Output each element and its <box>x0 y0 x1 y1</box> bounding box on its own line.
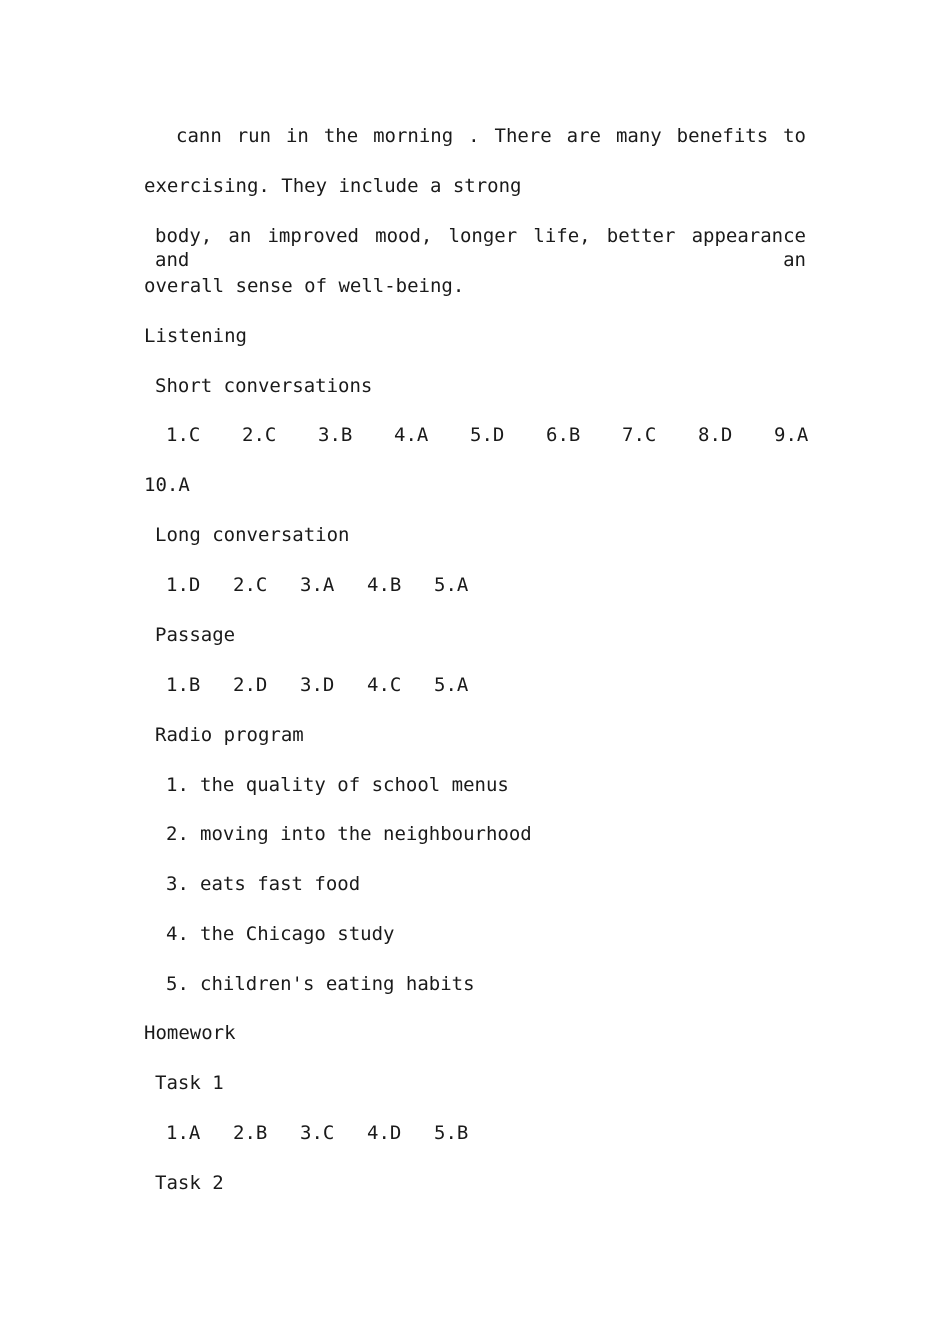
item-text: children's eating habits <box>200 973 475 995</box>
item-number: 1. <box>166 774 189 796</box>
radio-program-heading: Radio program <box>155 724 304 746</box>
answer-item: 6.B <box>546 424 581 446</box>
intro-line-3: body, an improved mood, longer life, better appearance and an <box>155 225 806 271</box>
task-1-answers <box>166 1121 501 1145</box>
answer-item: 9.A <box>774 424 809 446</box>
answer-item: 3.B <box>318 424 353 446</box>
passage-heading: Passage <box>155 624 236 646</box>
long-conversation-answers <box>166 573 501 597</box>
item-number: 5. <box>166 973 189 995</box>
listening-heading: Listening <box>144 325 247 347</box>
long-conversation-heading: Long conversation <box>155 524 350 546</box>
passage-answers <box>166 673 501 697</box>
answer-item: 5.D <box>470 424 505 446</box>
answer-item: 2.C <box>233 574 268 596</box>
answer-item: 4.B <box>367 574 402 596</box>
short-conversations-answers <box>166 423 808 447</box>
answer-item: 4.D <box>367 1122 402 1144</box>
intro-line-2: exercising. They include a strong <box>144 175 522 197</box>
item-number: 4. <box>166 923 189 945</box>
answer-item: 5.A <box>434 574 469 596</box>
answer-item: 3.A <box>300 574 335 596</box>
task-1-heading: Task 1 <box>155 1072 224 1094</box>
short-conversations-answer-10: 10.A <box>144 474 190 496</box>
answer-item: 1.D <box>166 574 201 596</box>
radio-program-item <box>166 972 475 996</box>
intro-line-4: overall sense of well-being. <box>144 275 465 297</box>
answer-item: 7.C <box>622 424 657 446</box>
answer-item: 2.C <box>242 424 277 446</box>
answer-item: 4.A <box>394 424 429 446</box>
answer-item: 1.A <box>166 1122 201 1144</box>
homework-heading: Homework <box>144 1022 236 1044</box>
radio-program-item <box>166 822 532 846</box>
answer-item: 2.B <box>233 1122 268 1144</box>
item-text: eats fast food <box>200 873 361 895</box>
answer-item: 1.B <box>166 674 201 696</box>
answer-item: 5.A <box>434 674 469 696</box>
intro-line-1: cann run in the morning . There are many benefits to <box>176 125 806 147</box>
answer-item: 3.C <box>300 1122 335 1144</box>
item-text: the Chicago study <box>200 923 395 945</box>
radio-program-item <box>166 922 394 946</box>
radio-program-item <box>166 872 360 896</box>
radio-program-item <box>166 773 509 797</box>
answer-item: 3.D <box>300 674 335 696</box>
short-conversations-heading: Short conversations <box>155 375 373 397</box>
answer-item: 4.C <box>367 674 402 696</box>
item-number: 2. <box>166 823 189 845</box>
item-text: the quality of school menus <box>200 774 509 796</box>
answer-item: 5.B <box>434 1122 469 1144</box>
task-2-heading: Task 2 <box>155 1172 224 1194</box>
answer-item: 1.C <box>166 424 201 446</box>
item-text: moving into the neighbourhood <box>200 823 532 845</box>
item-number: 3. <box>166 873 189 895</box>
answer-item: 2.D <box>233 674 268 696</box>
answer-item: 8.D <box>698 424 733 446</box>
